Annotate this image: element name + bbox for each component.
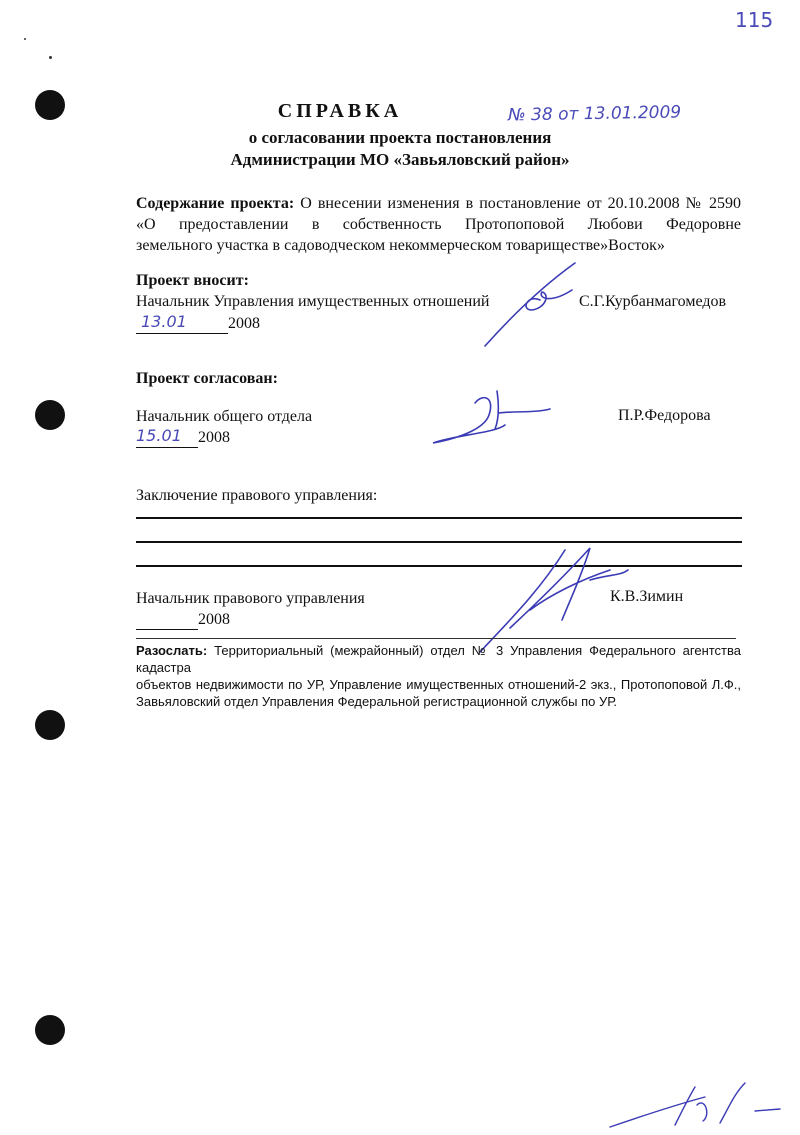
bottom-initials-mark — [605, 1075, 785, 1135]
distribution-line2: объектов недвижимости по УР, Управление имущественных отношений-2 экз., Протопоповой Л.Ф., — [136, 677, 741, 692]
conclusion-rule — [136, 541, 742, 543]
approval-year: 2008 — [198, 429, 230, 446]
legal-date-line — [136, 611, 198, 630]
approval-date-line — [136, 426, 198, 448]
content-label: Содержание проекта: — [136, 195, 295, 212]
submitter-name: С.Г.Курбанмагомедов — [579, 293, 727, 310]
submitter-label: Проект вносит: — [136, 272, 249, 289]
document-subtitle-line2: Администрации МО «Завьяловский район» — [230, 150, 570, 169]
project-content — [136, 193, 741, 256]
distribution-label: Разослать: — [136, 643, 208, 658]
punch-hole — [35, 710, 65, 740]
submitter-position: Начальник Управления имущественных отношений — [136, 293, 490, 310]
document-subtitle-line1: о согласовании проекта постановления — [248, 128, 552, 147]
content-line3: земельного участка в садоводческом некоммерческом товариществе»Восток» — [136, 237, 665, 254]
handwritten-doc-number: № 38 от 13.01.2009 — [507, 102, 682, 126]
distribution-line3: Завьяловский отдел Управления Федеральной регистрационной службы по УР. — [136, 694, 618, 709]
submitter-signature — [480, 258, 600, 348]
legal-conclusion-label: Заключение правового управления: — [136, 487, 378, 504]
distribution-line1: Территориальный (межрайонный) отдел № 3 Управления Федерального агентства кадастра — [136, 643, 742, 675]
conclusion-rule — [136, 517, 742, 519]
submitter-date-handwritten: 13.01 — [141, 312, 187, 331]
legal-block — [136, 588, 365, 630]
submitter-year: 2008 — [228, 315, 260, 332]
approval-label: Проект согласован: — [136, 370, 278, 387]
document-title: СПРАВКА — [277, 100, 403, 122]
content-line1: О внесении изменения в постановление от 20.10.2008 № 2590 — [300, 195, 742, 212]
page-number: 115 — [735, 8, 774, 32]
punch-hole — [35, 1015, 65, 1045]
approval-position: Начальник общего отдела — [136, 408, 313, 425]
legal-year: 2008 — [198, 611, 230, 628]
content-line2: «О предоставлении в собственность Протопоповой Любови Федоровне — [136, 216, 741, 233]
legal-position: Начальник правового управления — [136, 590, 365, 607]
legal-name: К.В.Зимин — [610, 588, 684, 605]
submitter-date-line — [136, 312, 228, 334]
punch-hole — [35, 400, 65, 430]
scan-speck — [24, 38, 26, 40]
conclusion-rule — [136, 565, 742, 567]
approval-date-handwritten: 15.01 — [136, 426, 182, 445]
distribution-block — [136, 642, 741, 710]
approval-signature — [425, 385, 565, 455]
scan-speck — [49, 56, 52, 59]
distribution-separator — [136, 638, 736, 639]
approval-name: П.Р.Федорова — [618, 407, 711, 424]
